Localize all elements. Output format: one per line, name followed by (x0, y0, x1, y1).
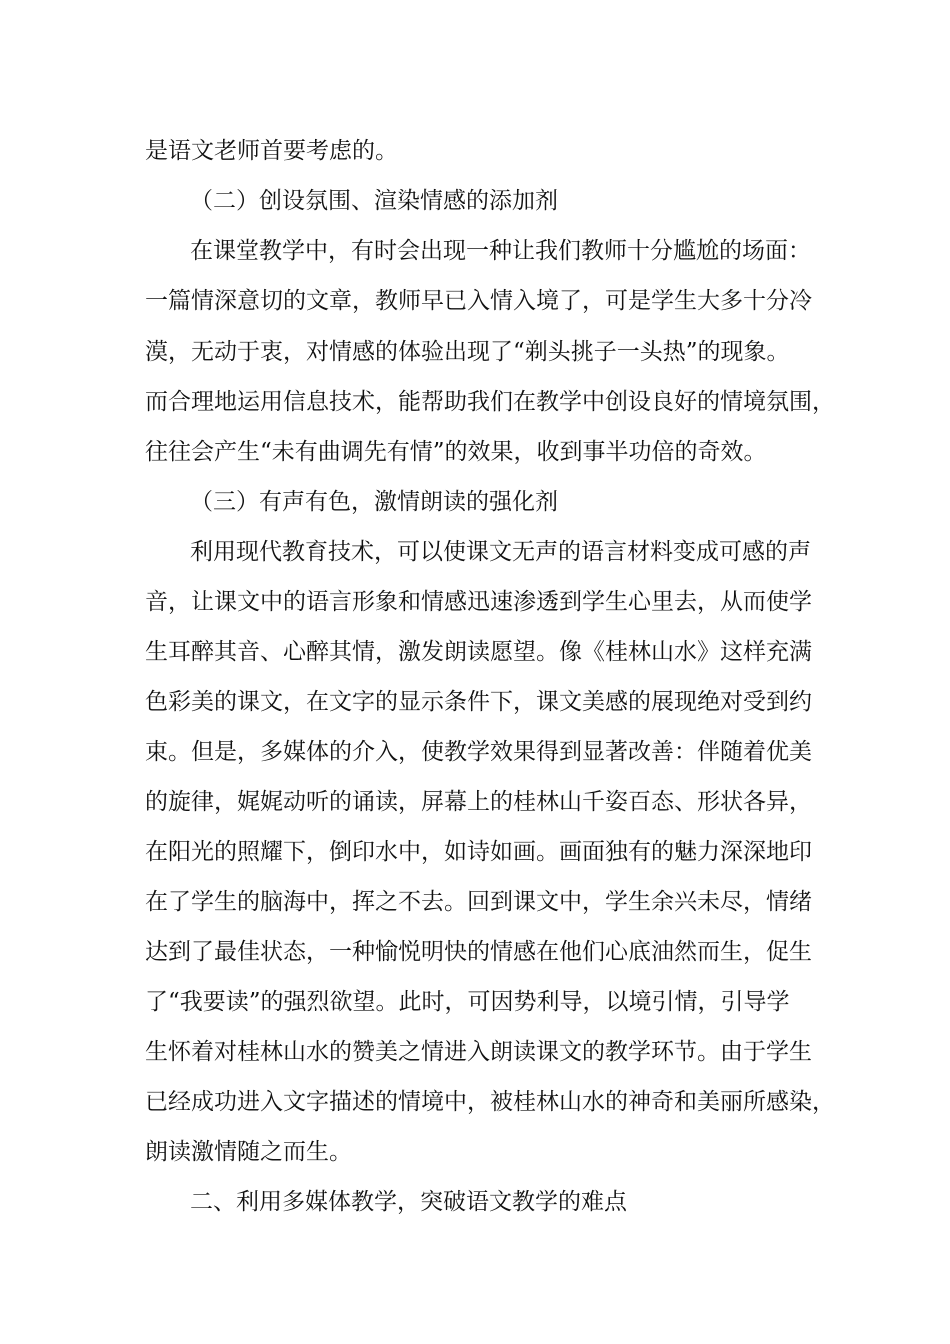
text-line: 音，让课文中的语言形象和情感迅速渗透到学生心里去，从而使学 (145, 589, 812, 615)
text-line: 在了学生的脑海中，挥之不去。回到课文中，学生余兴未尽，情绪 (145, 889, 812, 915)
text-line: 生耳醉其音、心醉其情，激发朗读愿望。像《桂林山水》这样充满 (145, 639, 812, 665)
section-heading: （二）创设氛围、渲染情感的添加剂 (190, 188, 558, 214)
text-line: 已经成功进入文字描述的情境中，被桂林山水的神奇和美丽所感染， (145, 1089, 835, 1115)
text-line: 利用现代教育技术，可以使课文无声的语言材料变成可感的声 (190, 539, 811, 565)
text-line: 往往会产生“未有曲调先有情”的效果，收到事半功倍的奇效。 (145, 439, 767, 465)
text-line: 而合理地运用信息技术，能帮助我们在教学中创设良好的情境氛围， (145, 389, 835, 415)
text-line: 了“我要读”的强烈欲望。此时，可因势利导，以境引情，引导学 (145, 989, 790, 1015)
text-line: 朗读激情随之而生。 (145, 1139, 352, 1165)
text-line: 色彩美的课文，在文字的显示条件下，课文美感的展现绝对受到约 (145, 689, 812, 715)
text-line: 在课堂教学中，有时会出现一种让我们教师十分尴尬的场面： (190, 238, 811, 264)
text-line: 的旋律，娓娓动听的诵读，屏幕上的桂林山千姿百态、形状各异， (145, 789, 812, 815)
text-line: 一篇情深意切的文章，教师早已入情入境了，可是学生大多十分冷 (145, 288, 812, 314)
text-line: 在阳光的照耀下，倒印水中，如诗如画。画面独有的魅力深深地印 (145, 839, 812, 865)
text-line: 达到了最佳状态，一种愉悦明快的情感在他们心底油然而生，促生 (145, 939, 812, 965)
text-line: 生怀着对桂林山水的赞美之情进入朗读课文的教学环节。由于学生 (145, 1039, 812, 1065)
text-line: 漠，无动于衷，对情感的体验出现了“剃头挑子一头热”的现象。 (145, 339, 790, 365)
text-line: 束。但是，多媒体的介入，使教学效果得到显著改善：伴随着优美 (145, 739, 812, 765)
section-heading: （三）有声有色，激情朗读的强化剂 (190, 489, 558, 515)
text-line: 是语文老师首要考虑的。 (145, 138, 398, 164)
section-heading: 二、利用多媒体教学，突破语文教学的难点 (190, 1189, 627, 1215)
